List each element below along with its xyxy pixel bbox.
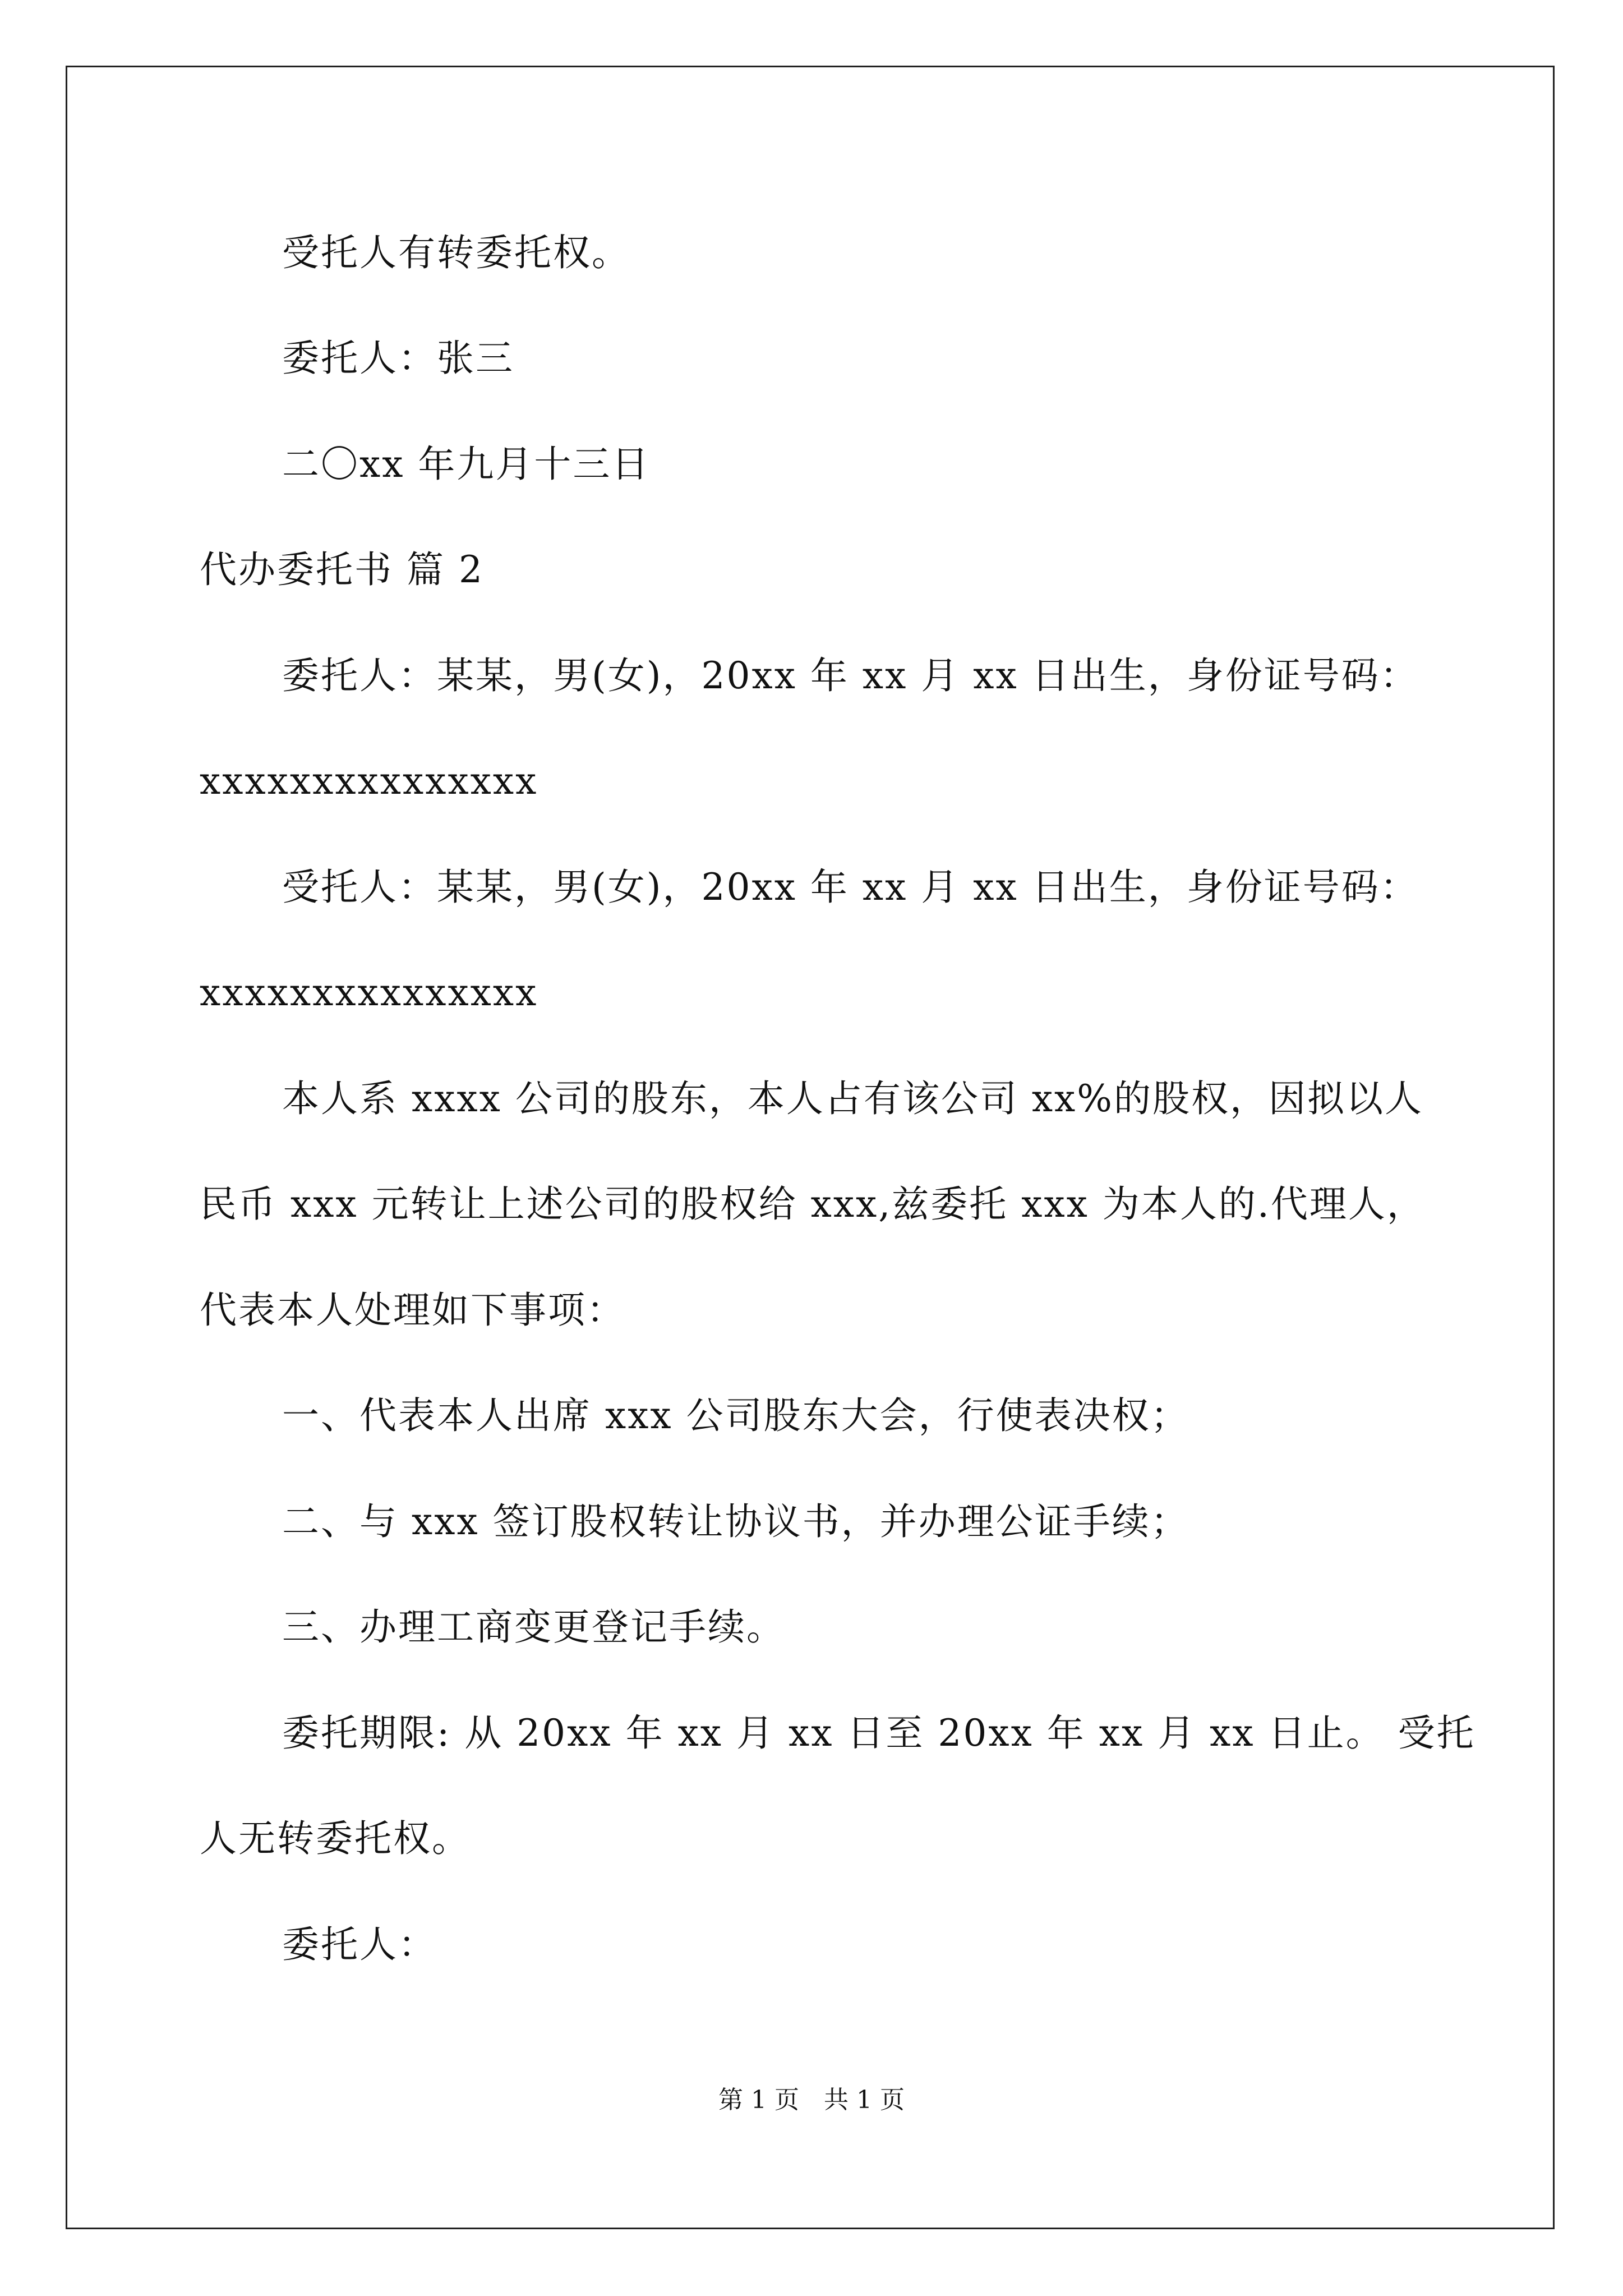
text-line-term-2: 人无转委托权。: [200, 1817, 471, 1860]
text-line-mandate: 受托人有转委托权。: [282, 231, 630, 274]
text-line-principal-info: 委托人：某某，男(女)，20xx 年 xx 月 xx 日出生，身份证号码：: [282, 654, 1419, 697]
text-line-date: 二〇xx 年九月十三日: [282, 443, 651, 486]
list-item-2: 二、与 xxx 签订股权转让协议书，并办理公证手续；: [282, 1500, 1189, 1543]
text-line-body-1: 本人系 xxxx 公司的股东，本人占有该公司 xx%的股权，因拟以人: [282, 1077, 1423, 1120]
text-line-principal-name: 委托人：张三: [282, 337, 514, 380]
text-line-term-1: 委托期限: 从 20xx 年 xx 月 xx 日至 20xx 年 xx 月 xx 日止。 受托: [282, 1711, 1476, 1755]
text-line-agent-info: 受托人：某某，男(女)，20xx 年 xx 月 xx 日出生，身份证号码：: [282, 866, 1419, 909]
page-border: [66, 66, 1555, 2229]
text-line-agent-id: xxxxxxxxxxxxxxx: [200, 971, 538, 1014]
list-item-3: 三、办理工商变更登记手续。: [282, 1605, 785, 1649]
list-item-1: 一、代表本人出席 xxx 公司股东大会，行使表决权；: [282, 1394, 1189, 1437]
text-line-body-3: 代表本人处理如下事项：: [200, 1289, 625, 1332]
text-line-signature-label: 委托人：: [282, 1923, 437, 1966]
text-line-body-2: 民币 xxx 元转让上述公司的股权给 xxx,兹委托 xxx 为本人的.代理人，: [200, 1182, 1426, 1226]
text-line-principal-id: xxxxxxxxxxxxxxx: [200, 760, 538, 803]
section-heading: 代办委托书 篇 2: [200, 548, 484, 591]
page-footer: 第 1 页 共 1 页: [718, 2086, 905, 2114]
